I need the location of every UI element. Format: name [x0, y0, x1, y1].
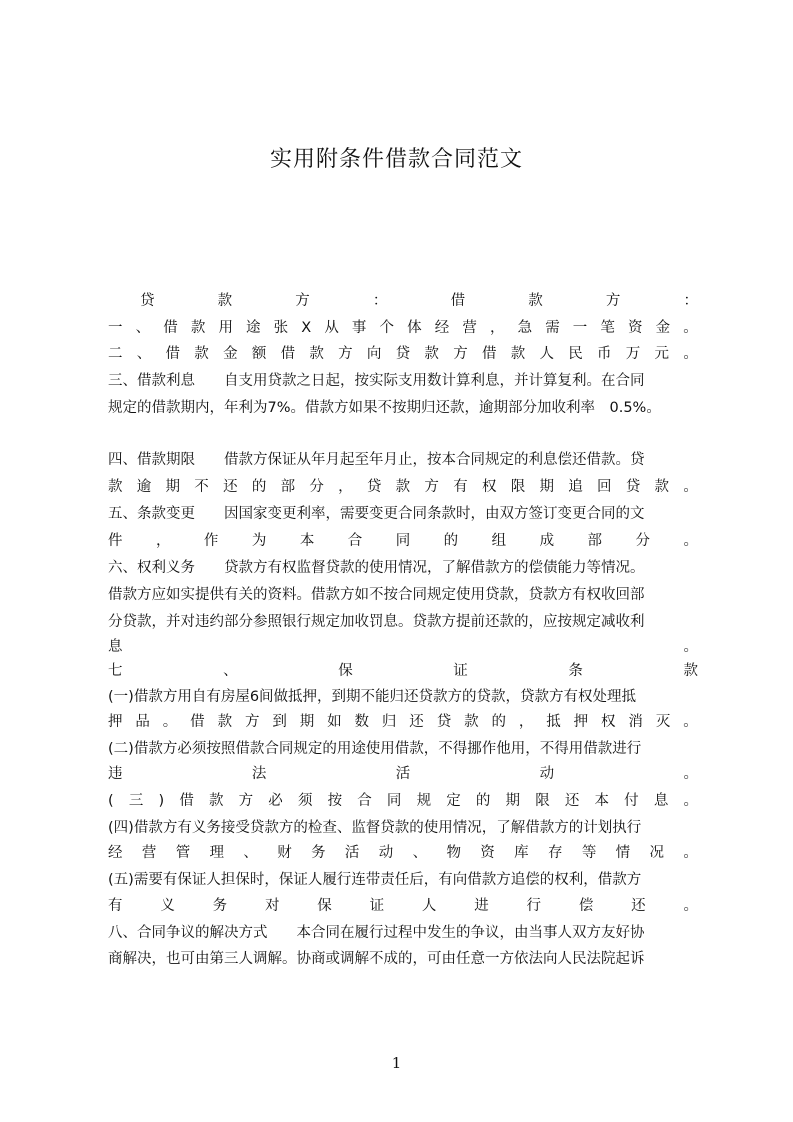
text-line: 八、合同争议的解决方式 本合同在履行过程中发生的争议，由当事人双方友好协 [108, 925, 645, 941]
text-line: (一)借款方用自有房屋6间做抵押，到期不能归还贷款方的贷款，贷款方有权处理抵 [108, 689, 637, 705]
text-line: 二 、 借 款 金 额 借 款 方 向 贷 款 方 借 款 人 民 币 万 元 。 [108, 346, 698, 362]
text-line: 规定的借款期内，年利为7%。借款方如果不按期归还款，逾期部分加收利率 0.5%。 [108, 400, 661, 416]
text-line: 押 品 。 借 款 方 到 期 如 数 归 还 贷 款 的 ， 抵 押 权 消 灭 。 [108, 714, 698, 730]
text-line: 息 。 [108, 639, 698, 655]
text-line: 借款方应如实提供有关的资料。借款方如不按合同规定使用贷款，贷款方有权收回部 [108, 587, 645, 603]
document-title: 实用附条件借款合同范文 [269, 147, 523, 172]
text-line: ( 三 ) 借 款 方 必 须 按 合 同 规 定 的 期 限 还 本 付 息 。 [108, 793, 698, 809]
text-line: 六、权利义务 贷款方有权监督贷款的使用情况，了解借款方的偿债能力等情况。 [108, 560, 645, 576]
text-line: 件 ， 作 为 本 合 同 的 组 成 部 分 。 [108, 533, 698, 549]
text-line: 贷 款 方 ： 借 款 方 ： [140, 293, 698, 309]
text-line: 经 营 管 理 、 财 务 活 动 、 物 资 库 存 等 情 况 。 [108, 845, 698, 861]
text-line: 一 、 借 款 用 途 张 X 从 事 个 体 经 营 ， 急 需 一 笔 资 金 。 [108, 320, 698, 336]
text-line: 三、借款利息 自支用贷款之日起，按实际支用数计算利息，并计算复利。在合同 [108, 373, 645, 389]
text-line: 商解决，也可由第三人调解。协商或调解不成的，可由任意一方依法向人民法院起诉 [108, 951, 645, 967]
page-number: 1 [391, 1054, 402, 1072]
text-line: 有 义 务 对 保 证 人 进 行 偿 还 。 [108, 898, 698, 914]
text-line: 七 、 保 证 条 款 [108, 663, 698, 679]
text-line: 分贷款，并对违约部分参照银行规定加收罚息。贷款方提前还款的，应按规定减收利 [108, 614, 645, 630]
text-line: (四)借款方有义务接受贷款方的检查、监督贷款的使用情况，了解借款方的计划执行 [108, 820, 642, 836]
text-line: 违 法 活 动 。 [108, 766, 698, 782]
text-line: 五、条款变更 因国家变更利率，需要变更合同条款时，由双方签订变更合同的文 [108, 506, 645, 522]
text-line: 四、借款期限 借款方保证从年月起至年月止，按本合同规定的利息偿还借款。贷 [108, 452, 645, 468]
text-line [108, 424, 698, 448]
text-line: (二)借款方必须按照借款合同规定的用途使用借款，不得挪作他用，不得用借款进行 [108, 741, 642, 757]
text-line: 款 逾 期 不 还 的 部 分 ， 贷 款 方 有 权 限 期 追 回 贷 款 。 [108, 479, 698, 495]
text-line: (五)需要有保证人担保时，保证人履行连带责任后，有向借款方追偿的权利，借款方 [108, 872, 642, 888]
